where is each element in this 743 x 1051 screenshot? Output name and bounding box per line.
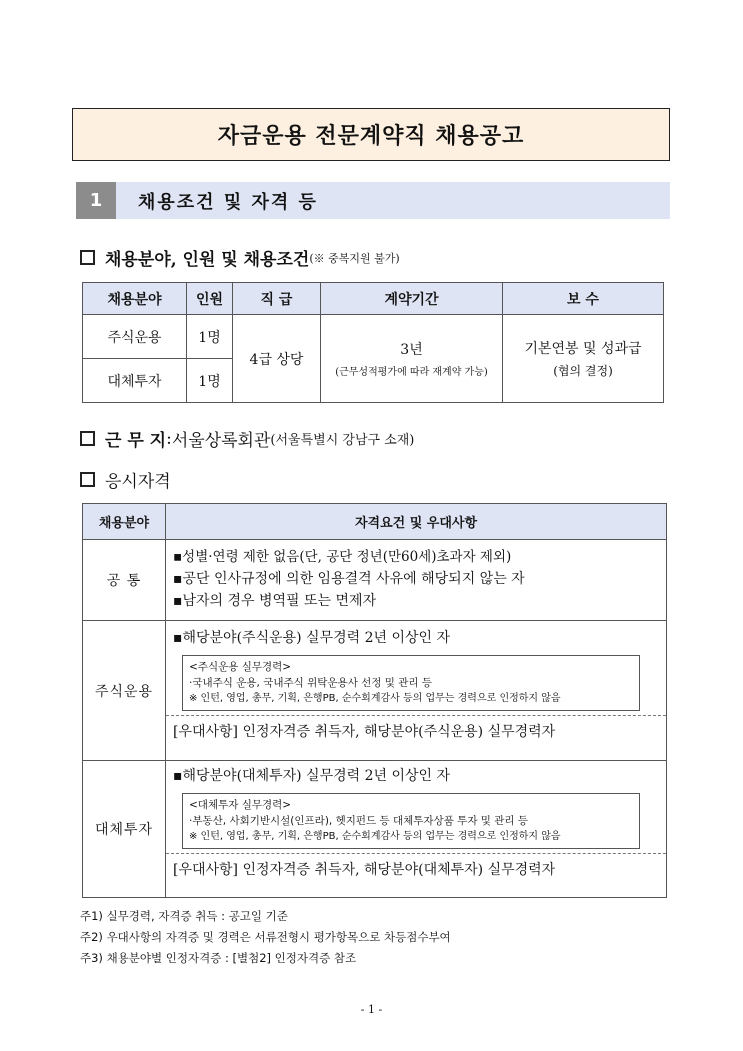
- period-note: (근무성적평가에 따라 재계약 가능): [335, 367, 488, 378]
- heading-qualification: [80, 467, 171, 492]
- period-value: 3년: [400, 342, 423, 358]
- section-header: [76, 182, 670, 219]
- common-label: 공 통: [83, 540, 166, 621]
- experience-box: [182, 793, 640, 849]
- heading-note: (※ 중복지원 불가): [309, 251, 400, 265]
- grade-cell: 4급 상당: [233, 315, 321, 403]
- field-cell: 대체투자: [83, 359, 187, 403]
- requirement-item: ▪성별·연령 제한 없음(단, 공단 정년(만60세)초과자 제외): [173, 549, 512, 565]
- field-cell: 주식운용: [83, 315, 187, 359]
- preference-text: [우대사항] 인정자격증 취득자, 해당분야(대체투자) 실무경력자: [166, 853, 666, 884]
- footnote: 주2) 우대사항의 자격증 및 경력은 서류전형시 평가항목으로 차등점수부여: [80, 930, 451, 944]
- col-header-grade: 직 급: [233, 283, 321, 315]
- pay-cell: [503, 315, 664, 403]
- count-cell: 1명: [187, 315, 233, 359]
- col-header-period: 계약기간: [321, 283, 503, 315]
- period-cell: [321, 315, 503, 403]
- col-header-field: 채용분야: [83, 504, 166, 540]
- pay-note: (협의 결정): [553, 364, 613, 378]
- section-title: 채용조건 및 자격 등: [138, 191, 318, 213]
- workplace-sep: :: [166, 428, 172, 449]
- requirement-item: ▪남자의 경우 병역필 또는 면제자: [173, 593, 377, 609]
- checkbox-icon: [80, 431, 95, 446]
- requirement-item: ▪공단 인사규정에 의한 임용결격 사유에 해당되지 않는 자: [173, 571, 525, 587]
- page-title: 자금운용 전문계약직 채용공고: [72, 108, 670, 161]
- count-cell: 1명: [187, 359, 233, 403]
- workplace-label: 근 무 지: [105, 431, 167, 451]
- alt-requirements: [166, 761, 667, 898]
- requirement-item: ▪해당분야(대체투자) 실무경력 2년 이상인 자: [173, 768, 451, 784]
- box-title: <주식운용 실무경력>: [189, 661, 292, 673]
- box-line: ·국내주식 운용, 국내주식 위탁운용사 선정 및 관리 등: [189, 677, 433, 689]
- stock-label: 주식운용: [83, 621, 166, 761]
- footnote: 주3) 채용분야별 인정자격증 : [별첨2] 인정자격증 참조: [80, 951, 357, 965]
- col-header-count: 인원: [187, 283, 233, 315]
- preference-text: [우대사항] 인정자격증 취득자, 해당분야(주식운용) 실무경력자: [166, 715, 666, 746]
- footnote: 주1) 실무경력, 자격증 취득 : 공고일 기준: [80, 909, 288, 923]
- heading-workplace: [80, 426, 414, 451]
- section-number: 1: [76, 182, 116, 219]
- workplace-value: 서울상록회관: [171, 431, 271, 451]
- alt-label: 대체투자: [83, 761, 166, 898]
- col-header-pay: 보 수: [503, 283, 664, 315]
- box-note: ※ 인턴, 영업, 총무, 기획, 은행PB, 순수회계감사 등의 업무는 경력으로 인정하지 않음: [189, 831, 561, 842]
- workplace-note: (서울특별시 강남구 소재): [270, 433, 415, 448]
- requirement-item: ▪해당분야(주식운용) 실무경력 2년 이상인 자: [173, 630, 451, 646]
- recruit-table: [82, 282, 664, 403]
- box-line: ·부동산, 사회기반시설(인프라), 헷지펀드 등 대체투자상품 투자 및 관리 등: [189, 815, 529, 827]
- footnotes: [80, 906, 451, 969]
- experience-box: [182, 655, 640, 711]
- checkbox-icon: [80, 250, 95, 265]
- page-number: - 1 -: [360, 1003, 383, 1016]
- heading-text: 응시자격: [105, 472, 171, 492]
- checkbox-icon: [80, 472, 95, 487]
- col-header-field: 채용분야: [83, 283, 187, 315]
- stock-requirements: [166, 621, 667, 761]
- col-header-requirements: 자격요건 및 우대사항: [166, 504, 667, 540]
- common-requirements: [166, 540, 667, 621]
- pay-value: 기본연봉 및 성과급: [524, 341, 642, 357]
- box-note: ※ 인턴, 영업, 총무, 기획, 은행PB, 순수회계감사 등의 업무는 경력으로 인정하지 않음: [189, 693, 561, 704]
- heading-recruit-field: [80, 245, 400, 270]
- qualification-table: [82, 503, 667, 898]
- heading-text: 채용분야, 인원 및 채용조건: [105, 250, 310, 270]
- box-title: <대체투자 실무경력>: [189, 799, 292, 811]
